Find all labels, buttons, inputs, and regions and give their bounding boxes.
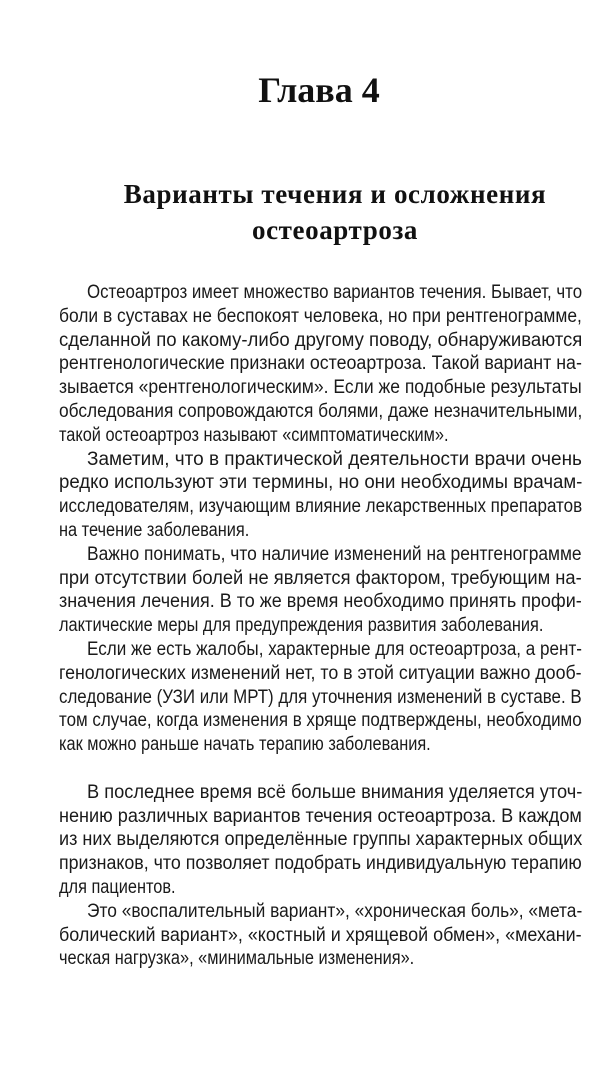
text-line: Заметим, что в практической деятельности врачи очень <box>87 448 582 470</box>
body-text <box>59 281 582 971</box>
text-line: сделанной по какому-либо другому поводу, обнаруживаются <box>59 329 583 351</box>
text-line: значения лечения. В то же время необходимо принять профи- <box>59 591 582 613</box>
text-line: как можно раньше начать терапию заболевания. <box>59 734 431 756</box>
text-line: редко используют эти термины, но они необходимы врачам- <box>59 472 583 494</box>
text-line: Если же есть жалобы, характерные для остеоартроза, а рент- <box>87 638 582 660</box>
paragraph <box>59 448 582 543</box>
text-line: для пациентов. <box>59 876 176 898</box>
text-line: Остеоартроз имеет множество вариантов течения. Бывает, что <box>87 282 583 303</box>
paragraph <box>59 900 582 971</box>
text-line: зывается «рентгенологическим». Если же подобные результаты <box>59 377 582 399</box>
paragraph <box>59 781 582 900</box>
paragraph <box>59 638 582 757</box>
text-line: рентгенологические признаки остеоартроза. Такой вариант на- <box>59 353 582 375</box>
text-line: такой остеоартроз называют «симптоматическим». <box>59 424 449 446</box>
chapter-title: Глава 4 <box>258 70 380 110</box>
text-line: при отсутствии болей не является фактором, требующим на- <box>59 567 582 589</box>
text-line: из них выделяются определённые группы характерных общих <box>59 829 583 851</box>
text-line: том случае, когда изменения в хряще подтверждены, необходимо <box>59 710 582 732</box>
text-line: следование (УЗИ или МРТ) для уточнения изменений в суставе. В <box>59 686 582 708</box>
text-line: Важно понимать, что наличие изменений на рентгенограмме <box>87 543 582 565</box>
text-line: признаков, что позволяет подобрать индивидуальную терапию <box>59 853 582 875</box>
paragraph-spacer <box>59 757 582 781</box>
text-line: В последнее время всё больше внимания уделяется уточ- <box>87 781 583 803</box>
text-line: Это «воспалительный вариант», «хроническая боль», «мета- <box>87 900 583 922</box>
text-line: на течение заболевания. <box>59 519 250 541</box>
paragraph <box>59 543 582 638</box>
section-title-line: остеоартроза <box>251 215 419 245</box>
section-title-line: Варианты течения и осложнения <box>123 179 547 209</box>
text-line: боли в суставах не беспокоят человека, но при рентгенограмме, <box>59 305 582 327</box>
paragraph <box>59 281 582 448</box>
section-title <box>0 176 610 248</box>
text-line: обследования сопровождаются болями, даже незначительными, <box>59 400 583 422</box>
text-line: генологических изменений нет, то в этой ситуации важно дооб- <box>59 662 582 684</box>
text-line: ческая нагрузка», «минимальные изменения». <box>59 948 415 970</box>
text-line: лактические меры для предупреждения развития заболевания. <box>59 615 544 637</box>
text-line: нению различных вариантов течения остеоартроза. В каждом <box>59 805 582 827</box>
text-line: болический вариант», «костный и хрящевой обмен», «механи- <box>59 924 582 946</box>
text-line: исследователям, изучающим влияние лекарственных препаратов <box>59 496 583 518</box>
